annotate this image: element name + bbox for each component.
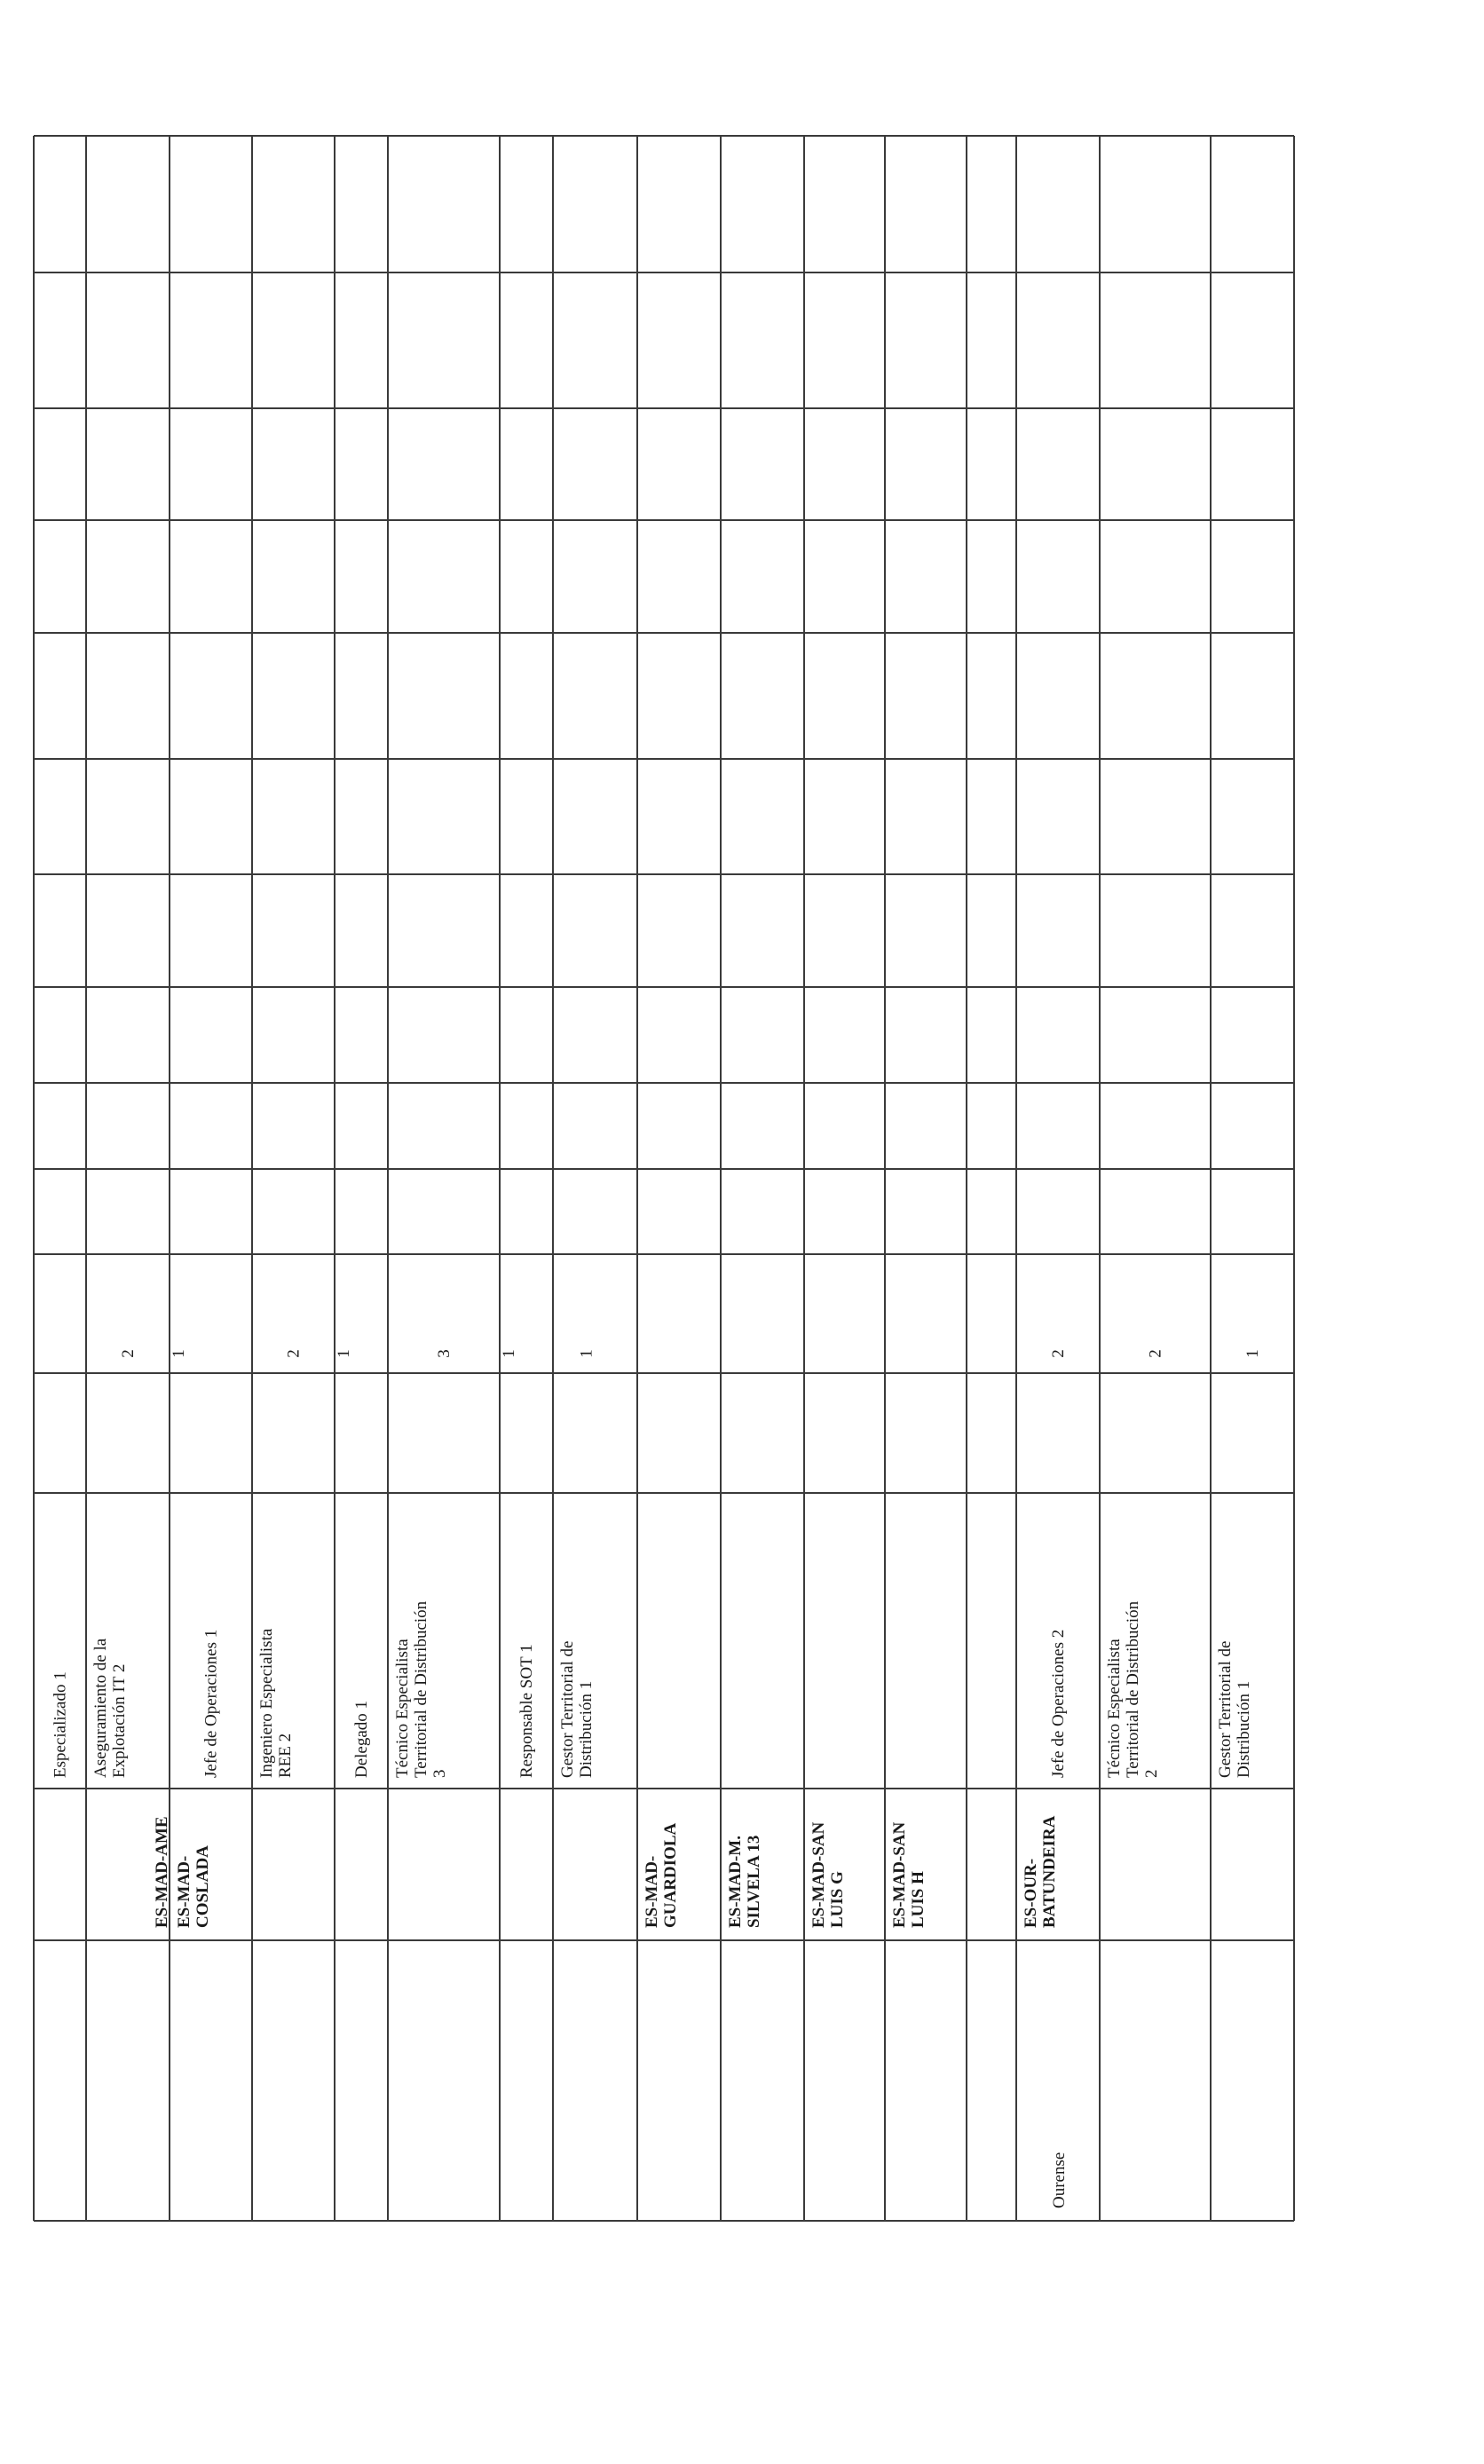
role-label-line: Gestor Territorial de xyxy=(558,1640,578,1778)
role-label xyxy=(393,1600,449,1778)
role-label-line: Distribución 1 xyxy=(577,1680,596,1778)
site-code xyxy=(890,1821,928,1928)
role-label-line: 3 xyxy=(430,1769,450,1778)
count-value: 2 xyxy=(1049,1349,1068,1358)
count-value: 2 xyxy=(119,1349,138,1358)
role-label-line: Territorial de Distribución xyxy=(1124,1600,1143,1778)
count-value: 2 xyxy=(284,1349,304,1358)
role-label xyxy=(352,1701,371,1778)
site-code-line: ES-MAD- xyxy=(643,1855,662,1928)
role-label-line: Técnico Especialista xyxy=(393,1639,413,1778)
site-code xyxy=(153,1816,171,1928)
site-code-line: ES-MAD-AME xyxy=(153,1816,172,1928)
site-code-line: SILVELA 13 xyxy=(745,1835,764,1928)
role-label xyxy=(558,1641,596,1779)
count-value: 1 xyxy=(500,1349,518,1358)
role-label-line: Técnico Especialista xyxy=(1105,1639,1125,1778)
role-label xyxy=(257,1628,295,1778)
role-label-line: Explotación IT 2 xyxy=(110,1663,130,1778)
site-code xyxy=(809,1821,847,1928)
site-code-line: ES-MAD-M. xyxy=(726,1836,746,1928)
count-value: 1 xyxy=(335,1349,353,1358)
role-label-line: Especializado 1 xyxy=(51,1671,70,1778)
role-label-line: 2 xyxy=(1142,1769,1162,1778)
site-code-line: BATUNDEIRA xyxy=(1040,1815,1060,1928)
role-label-line: Ingeniero Especialista xyxy=(257,1628,277,1778)
role-label-line: Territorial de Distribución xyxy=(412,1600,431,1778)
site-code xyxy=(175,1845,212,1928)
role-label-line: Distribución 1 xyxy=(1235,1680,1254,1778)
count-value: 1 xyxy=(170,1349,188,1358)
site-code xyxy=(643,1822,680,1928)
region-label: Ourense xyxy=(1050,2152,1069,2208)
site-code-line: LUIS H xyxy=(909,1871,928,1928)
site-code xyxy=(726,1836,763,1928)
role-label-line: REE 2 xyxy=(276,1733,296,1778)
role-label-line: Delegado 1 xyxy=(352,1700,372,1778)
role-label-line: Gestor Territorial de xyxy=(1216,1640,1235,1778)
role-label xyxy=(1049,1630,1068,1778)
count-value: 1 xyxy=(1243,1349,1262,1358)
role-label-line: Jefe de Operaciones 1 xyxy=(201,1629,221,1778)
role-label xyxy=(517,1644,536,1778)
table-cells xyxy=(51,1349,1262,2208)
role-label-line: Aseguramiento de la xyxy=(91,1638,111,1778)
site-code-line: COSLADA xyxy=(193,1845,213,1928)
site-code-line: ES-MAD-SAN xyxy=(890,1821,910,1928)
count-value: 2 xyxy=(1146,1349,1165,1358)
role-label xyxy=(1105,1600,1161,1778)
role-label xyxy=(51,1671,70,1778)
role-label-line: Jefe de Operaciones 2 xyxy=(1049,1629,1069,1778)
site-code-line: LUIS G xyxy=(828,1871,848,1928)
count-value: 1 xyxy=(577,1349,596,1358)
count-value: 3 xyxy=(435,1349,454,1358)
site-code-line: GUARDIOLA xyxy=(661,1822,681,1928)
site-code xyxy=(1022,1815,1059,1928)
role-label xyxy=(1216,1641,1253,1779)
role-label xyxy=(202,1630,221,1778)
site-code-line: ES-OUR- xyxy=(1022,1858,1041,1928)
role-label-line: Responsable SOT 1 xyxy=(517,1644,537,1778)
site-code-line: ES-MAD-SAN xyxy=(809,1821,829,1928)
site-code-line: ES-MAD- xyxy=(175,1855,194,1928)
role-label xyxy=(91,1638,129,1778)
